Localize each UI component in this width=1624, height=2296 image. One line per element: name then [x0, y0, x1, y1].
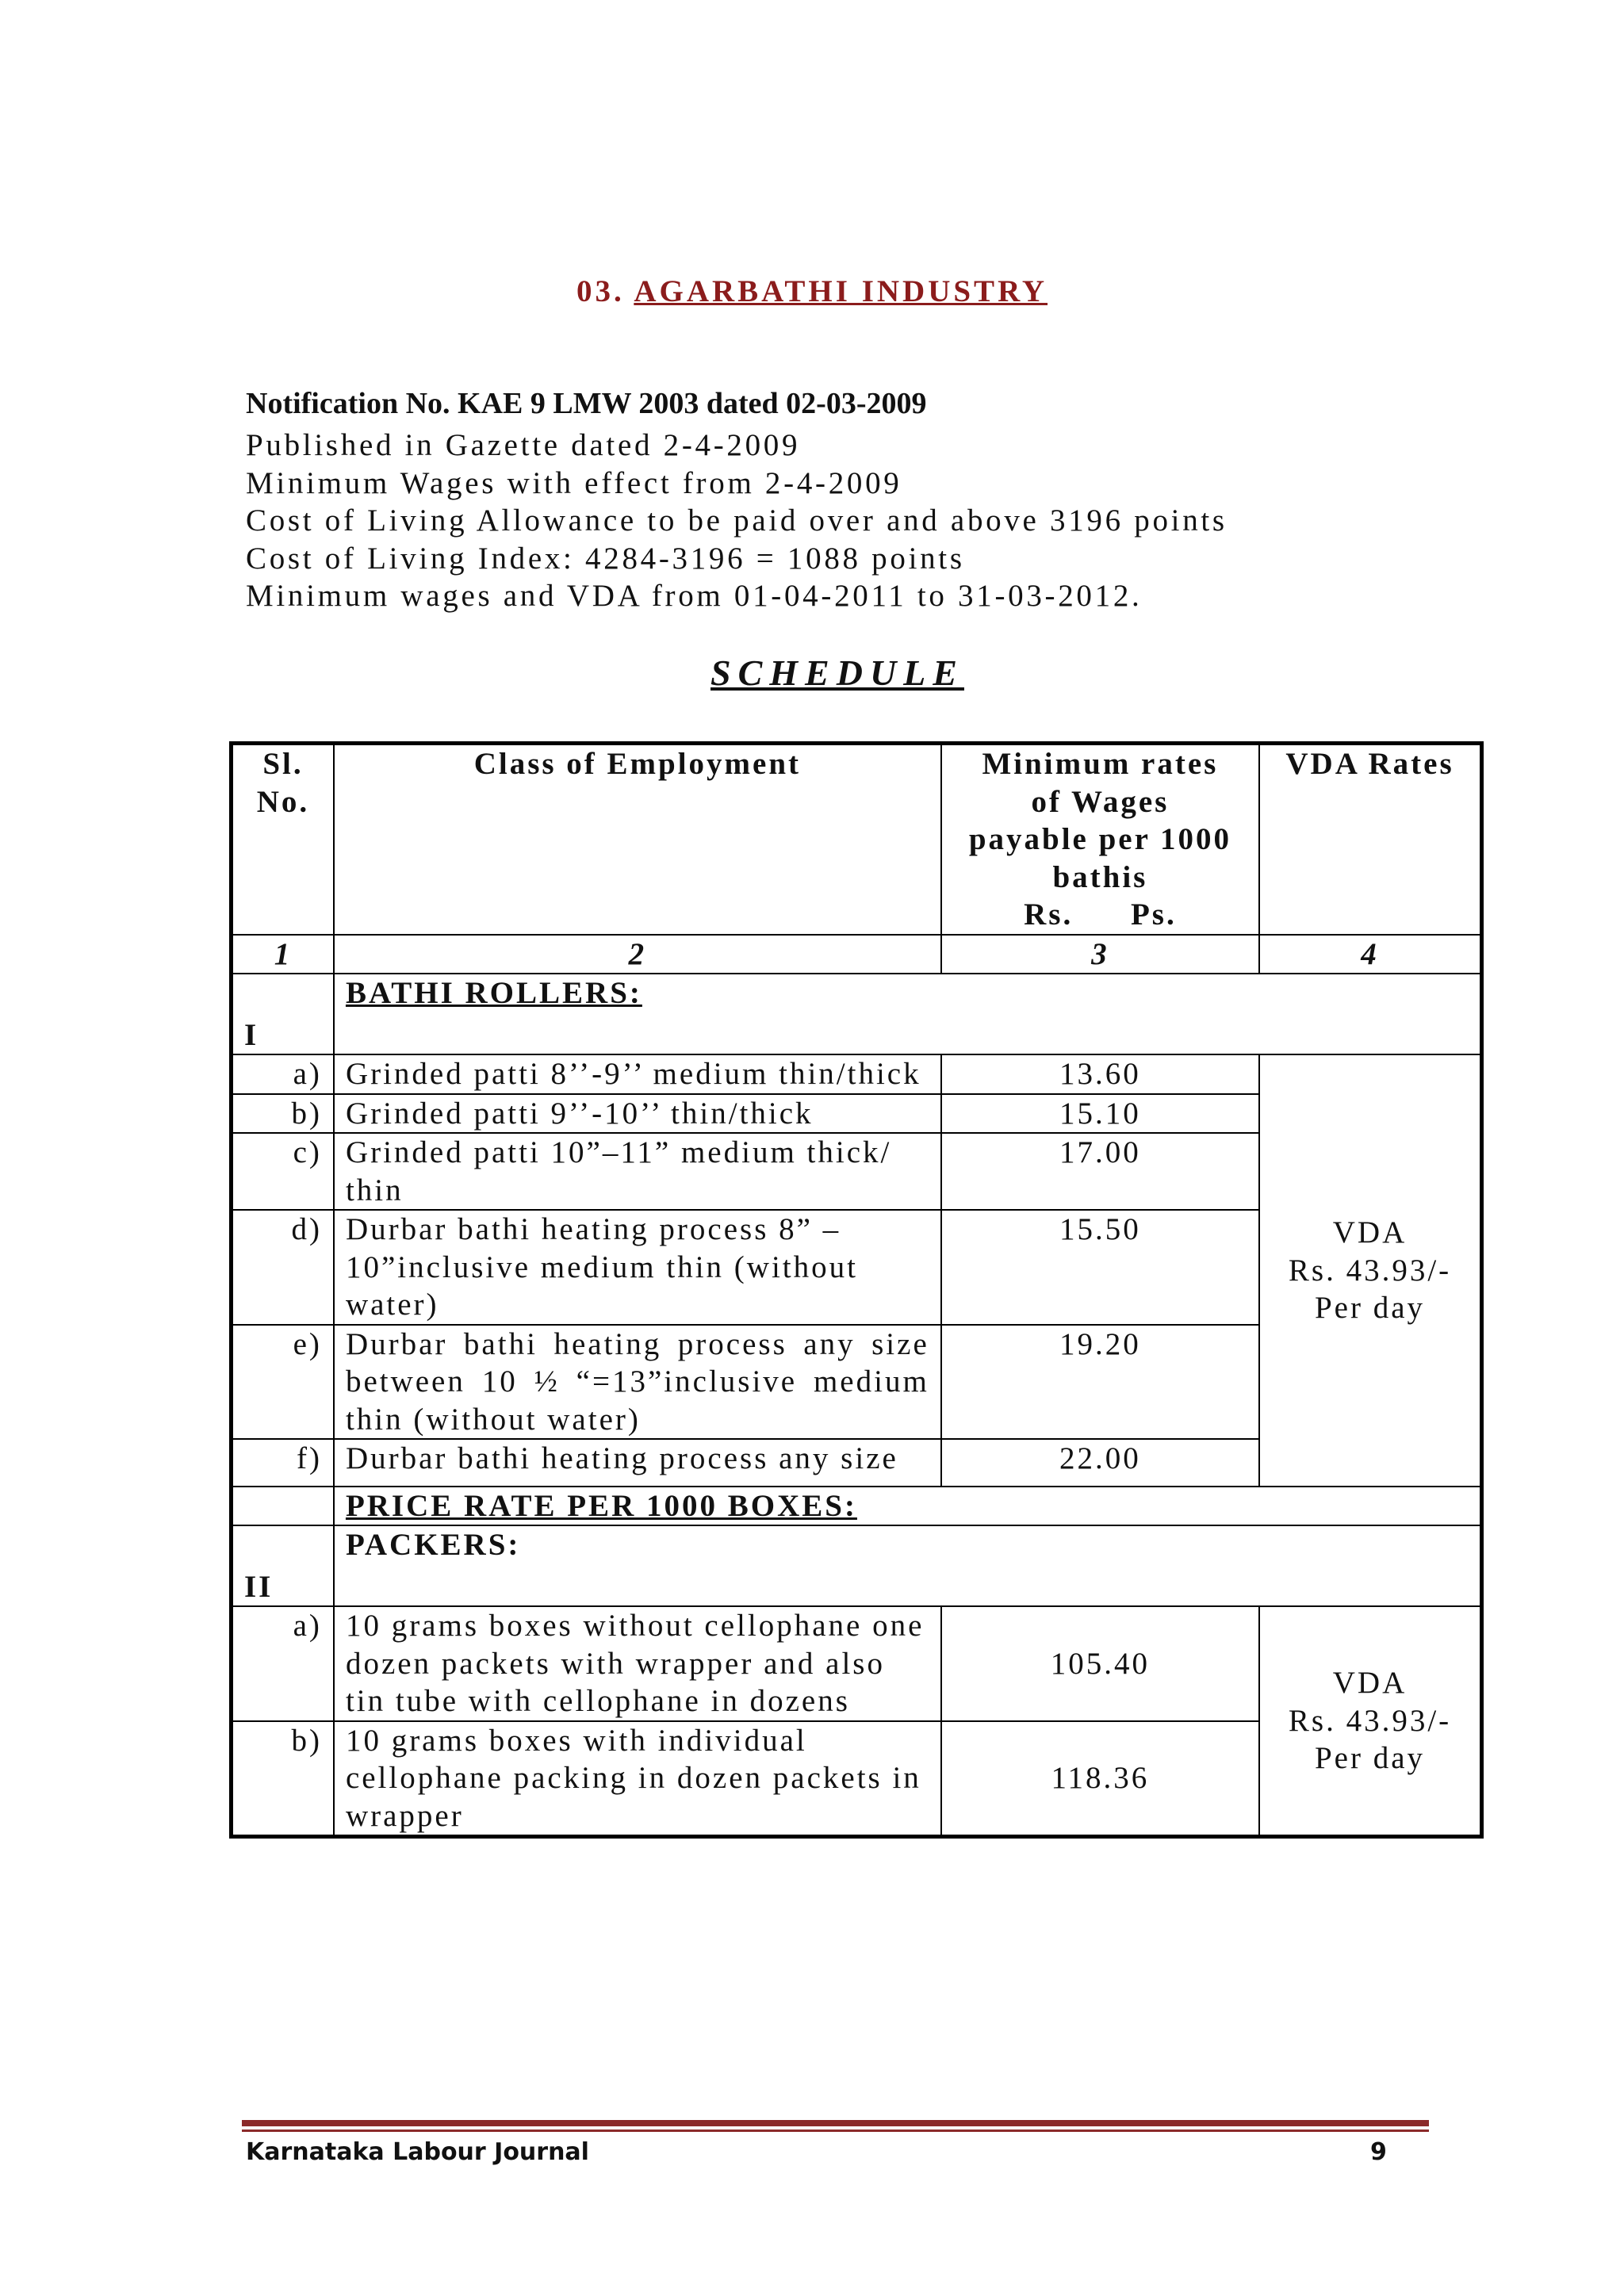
- item-description: 10 grams boxes with individual cellophane packing in dozen packets in wrapper: [334, 1721, 941, 1837]
- item-letter: a): [232, 1606, 334, 1721]
- info-line-effect: Minimum Wages with effect from 2-4-2009: [246, 465, 902, 500]
- section-heading-row: [232, 974, 1482, 1054]
- column-number: 4: [1259, 935, 1481, 974]
- page-title: [0, 274, 1624, 309]
- info-lines: [246, 427, 1228, 615]
- section-heading-row: [232, 1525, 1482, 1606]
- item-letter: c): [232, 1133, 334, 1210]
- column-number-row: [232, 935, 1482, 974]
- info-line-gazette: Published in Gazette dated 2-4-2009: [246, 428, 801, 462]
- title-number: 03.: [576, 274, 634, 308]
- item-letter: e): [232, 1325, 334, 1440]
- item-rate: 13.60: [941, 1054, 1259, 1094]
- item-rate: 15.50: [941, 1210, 1259, 1325]
- item-letter: b): [232, 1721, 334, 1837]
- notification-line: Notification No. KAE 9 LMW 2003 dated 02-03-2009: [246, 387, 927, 420]
- info-line-index: Cost of Living Index: 4284-3196 = 1088 points: [246, 541, 965, 576]
- item-rate: 15.10: [941, 1094, 1259, 1134]
- section-number: I: [232, 974, 334, 1054]
- vda-rate-cell: VDA Rs. 43.93/- Per day: [1259, 1054, 1481, 1487]
- item-description: Durbar bathi heating process 8” – 10”inclusive medium thin (without water): [334, 1210, 941, 1325]
- item-letter: f): [232, 1439, 334, 1487]
- header-vda-rates: VDA Rates: [1259, 744, 1481, 935]
- schedule-table: [229, 741, 1484, 1839]
- schedule-heading: SCHEDULE: [710, 652, 964, 693]
- item-rate: 118.36: [941, 1721, 1259, 1837]
- item-rate: 17.00: [941, 1133, 1259, 1210]
- table-row: [232, 1054, 1482, 1094]
- price-rate-label: PRICE RATE PER 1000 BOXES:: [334, 1487, 1482, 1526]
- header-minimum-rates: Minimum rates of Wages payable per 1000 bathis Rs. Ps.: [941, 744, 1259, 935]
- header-sl-no: Sl. No.: [232, 744, 334, 935]
- section-number: II: [232, 1525, 334, 1606]
- info-line-allowance: Cost of Living Allowance to be paid over and above 3196 points: [246, 503, 1228, 538]
- footer-rule: [242, 2120, 1429, 2126]
- item-letter: a): [232, 1054, 334, 1094]
- item-description: Grinded patti 8’’-9’’ medium thin/thick: [334, 1054, 941, 1094]
- item-letter: d): [232, 1210, 334, 1325]
- footer-journal-name: Karnataka Labour Journal: [246, 2138, 589, 2166]
- table-row: [232, 1606, 1482, 1721]
- column-number: 3: [941, 935, 1259, 974]
- item-rate: 105.40: [941, 1606, 1259, 1721]
- footer-rule-thin: [242, 2130, 1429, 2132]
- vda-rate-cell: VDA Rs. 43.93/- Per day: [1259, 1606, 1481, 1837]
- info-line-period: Minimum wages and VDA from 01-04-2011 to 31-03-2012.: [246, 579, 1143, 613]
- item-letter: b): [232, 1094, 334, 1134]
- item-description: 10 grams boxes without cellophane one dozen packets with wrapper and also tin tube with cellophane in dozens: [334, 1606, 941, 1721]
- section-label: BATHI ROLLERS:: [334, 974, 1482, 1054]
- item-description: Grinded patti 10”–11” medium thick/ thin: [334, 1133, 941, 1210]
- header-class-of-employment: Class of Employment: [334, 744, 941, 935]
- column-number: 2: [334, 935, 941, 974]
- table-header-row: [232, 744, 1482, 935]
- empty-cell: [232, 1487, 334, 1526]
- item-description: Grinded patti 9’’-10’’ thin/thick: [334, 1094, 941, 1134]
- title-text: AGARBATHI INDUSTRY: [634, 274, 1048, 308]
- footer-page-number: 9: [1370, 2138, 1387, 2166]
- item-description: Durbar bathi heating process any size between 10 ½ “=13”inclusive medium thin (without water): [334, 1325, 941, 1440]
- price-rate-row: [232, 1487, 1482, 1526]
- column-number: 1: [232, 935, 334, 974]
- item-rate: 22.00: [941, 1439, 1259, 1487]
- item-description: Durbar bathi heating process any size: [334, 1439, 941, 1487]
- section-label: PACKERS:: [334, 1525, 1482, 1606]
- item-rate: 19.20: [941, 1325, 1259, 1440]
